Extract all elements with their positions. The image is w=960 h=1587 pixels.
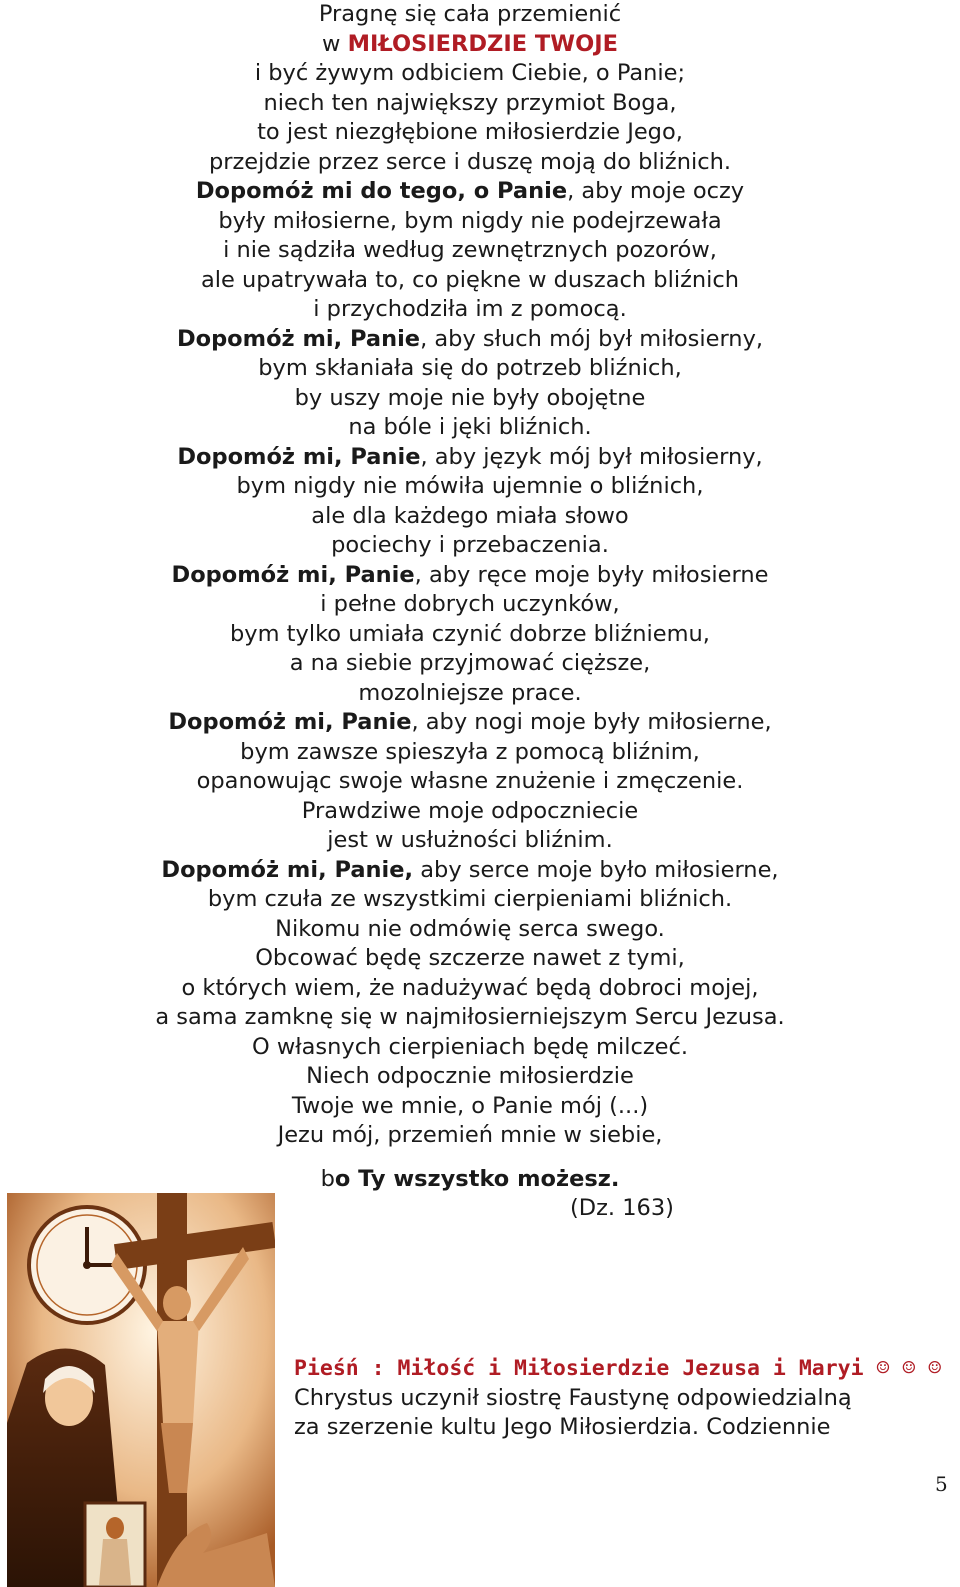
poem-line: jest w usłużności bliźnim. (327, 827, 613, 853)
invocation: Dopomóż mi do tego, o Panie (195, 178, 568, 204)
poem-line: bym skłaniała się do potrzeb bliźnich, (258, 355, 682, 381)
poem-line: i przychodziła im z pomocą. (313, 296, 627, 322)
poem-line: o których wiem, że nadużywać będą dobroci mojej, (181, 974, 759, 1001)
page-number: 5 (935, 1472, 948, 1496)
poem-line: na bóle i jęki bliźnich. (348, 414, 592, 440)
poem-line: Pragnę się cała przemienić (318, 1, 622, 27)
poem-line: bym czuła ze wszystkimi cierpieniami bliźnich. (207, 886, 733, 912)
poem-line: i być żywym odbiciem Ciebie, o Panie; (254, 60, 686, 86)
poem-line: O własnych cierpieniach będę milczeć. (251, 1033, 689, 1060)
poem-line: i nie sądziła według zewnętrznych pozorów, (223, 237, 717, 263)
poem-line: pociechy i przebaczenia. (331, 532, 609, 558)
poem-line: Prawdziwe moje odpoczniecie (301, 797, 639, 824)
saint-faustina-illustration (7, 1193, 275, 1587)
invocation-rest: , aby ręce moje były miłosierne (414, 561, 769, 588)
poem-line: były miłosierne, bym nigdy nie podejrzewała (218, 207, 722, 234)
poem-line: niech ten największy przymiot Boga, (263, 89, 677, 116)
poem-line (0, 30, 940, 60)
citation: (Dz. 163) (570, 1195, 674, 1221)
poem-line: Twoje we mnie, o Panie mój (...) (291, 1092, 649, 1119)
stanza-eyes-heading (0, 177, 940, 207)
song-title: Pieśń : Miłość i Miłosierdzie Jezusa i Maryi ☺ ☺ ☺ (294, 1356, 942, 1381)
invocation: Dopomóż mi, Panie, (161, 856, 414, 883)
poem-line: bym zawsze spieszyła z pomocą bliźnim, (240, 738, 700, 765)
poem-line: ale dla każdego miała słowo (311, 502, 629, 529)
poem-line-prefix: w (322, 30, 348, 57)
divine-mercy-image-icon (85, 1503, 145, 1587)
emphasis-title: MIŁOSIERDZIE TWOJE (347, 30, 618, 57)
song-text-line: Chrystus uczynił siostrę Faustynę odpowiedzialną (294, 1384, 852, 1411)
invocation: Dopomóż mi, Panie (168, 709, 412, 735)
poem-line: mozolniejsze prace. (358, 679, 582, 706)
poem-line: przejdzie przez serce i duszę moją do bliźnich. (208, 148, 732, 175)
poem-line: Obcować będę szczerze nawet z tymi, (255, 945, 685, 971)
invocation-rest: , aby słuch mój był miłosierny, (420, 325, 764, 352)
poem-line: Niech odpocznie miłosierdzie (306, 1063, 634, 1089)
poem-line: Nikomu nie odmówię serca swego. (275, 915, 665, 942)
invocation-rest: aby serce moje było miłosierne, (413, 856, 779, 883)
invocation-rest: , aby nogi moje były miłosierne, (411, 709, 772, 735)
poem-line: ale upatrywała to, co piękne w duszach bliźnich (200, 266, 740, 293)
poem-line: opanowując swoje własne znużenie i zmęczenie. (196, 768, 744, 794)
illustration-svg (7, 1193, 275, 1587)
closing-bold: o Ty wszystko możesz. (334, 1166, 620, 1192)
poem-line: i pełne dobrych uczynków, (320, 591, 620, 617)
stanza-tongue-heading (0, 443, 940, 473)
invocation-rest: , aby moje oczy (567, 178, 745, 204)
invocation: Dopomóż mi, Panie (177, 443, 421, 470)
poem-line: to jest niezgłębione miłosierdzie Jego, (257, 119, 683, 145)
poem-line: Jezu mój, przemień mnie w siebie, (277, 1122, 663, 1148)
invocation: Dopomóż mi, Panie (171, 561, 415, 588)
poem-line: bym nigdy nie mówiła ujemnie o bliźnich, (236, 473, 704, 499)
poem-line: bym tylko umiała czynić dobrze bliźniemu, (230, 620, 710, 647)
closing-line (0, 1165, 940, 1195)
poem-line: by uszy moje nie były obojętne (294, 384, 646, 411)
poem-line: a na siebie przyjmować cięższe, (289, 650, 651, 676)
stanza-heart-heading (0, 856, 940, 886)
poem-line: a sama zamknę się w najmiłosierniejszym Sercu Jezusa. (155, 1004, 785, 1030)
invocation: Dopomóż mi, Panie (176, 325, 421, 352)
closing-prefix: b (320, 1166, 335, 1192)
stanza-hands-heading (0, 561, 940, 591)
invocation-rest: , aby język mój był miłosierny, (420, 443, 763, 470)
stanza-feet-heading (0, 708, 940, 738)
song-text-line: za szerzenie kultu Jego Miłosierdzia. Codziennie (294, 1414, 831, 1440)
stanza-ears-heading (0, 325, 940, 355)
song-section (294, 1354, 941, 1443)
